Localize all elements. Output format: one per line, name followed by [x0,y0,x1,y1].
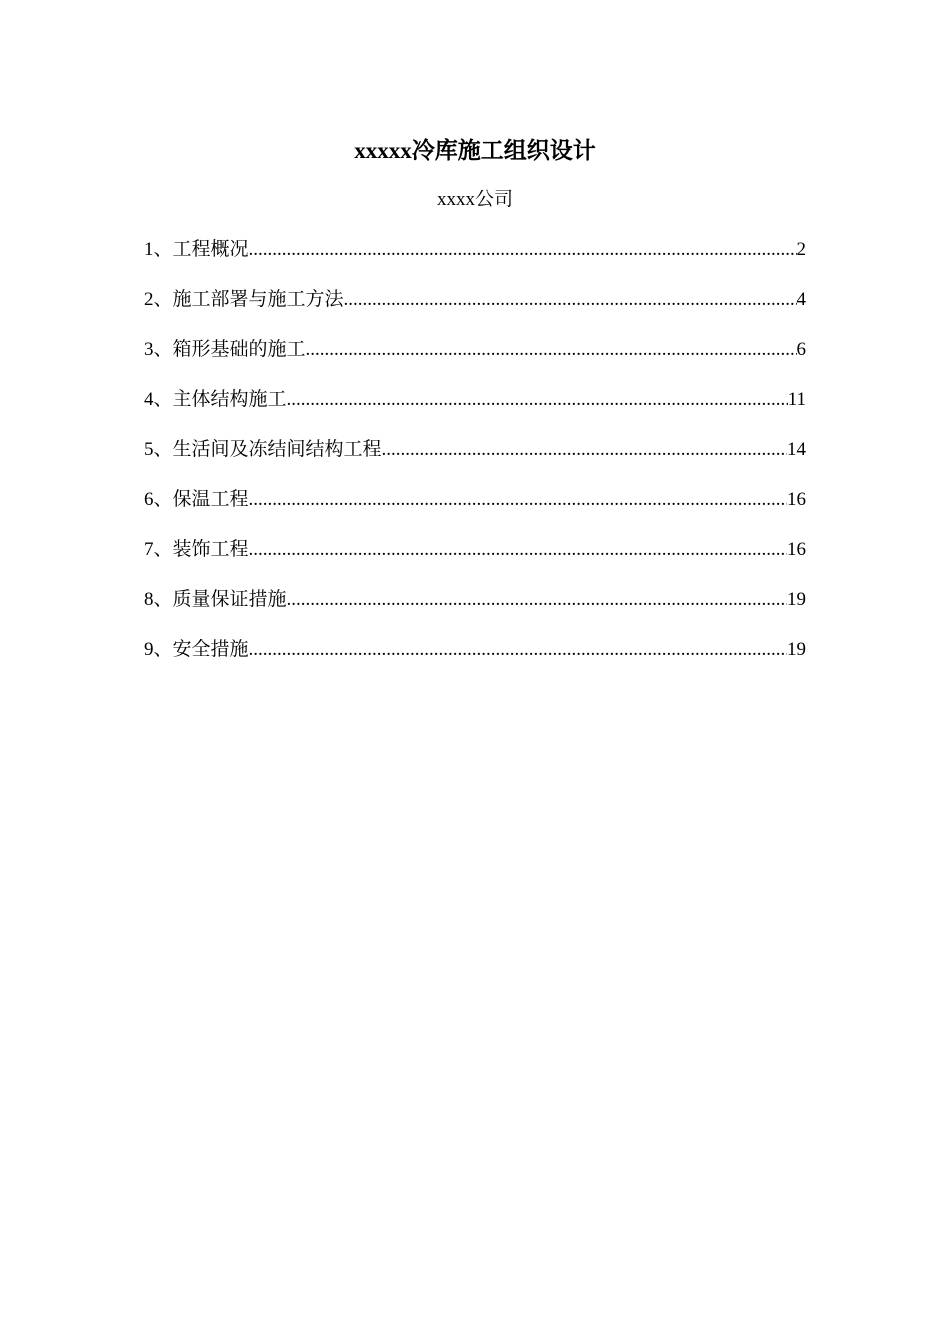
toc-entry[interactable] [144,433,806,483]
toc-entry[interactable] [144,533,806,583]
toc-dot-leader [344,283,797,317]
toc-entry[interactable] [144,283,806,333]
toc-entry[interactable] [144,483,806,533]
toc-entry-label: 2、施工部署与施工方法 [144,289,344,310]
toc-dot-leader [249,483,787,517]
toc-dot-leader [287,383,788,417]
toc-entry-label: 4、主体结构施工 [144,389,287,410]
toc-dot-leader [249,233,797,267]
toc-entry[interactable] [144,633,806,683]
toc-dot-leader [306,333,797,367]
toc-dot-leader [249,533,787,567]
toc-entry-label: 7、装饰工程 [144,539,249,560]
company-name: xxxx公司 [436,189,513,210]
toc-dot-leader [249,633,787,667]
toc-dot-leader [382,433,787,467]
toc-entry-page: 4 [796,289,806,310]
toc-entry-label: 3、箱形基础的施工 [144,339,306,360]
toc-entry-page: 14 [787,439,806,460]
toc-entry[interactable] [144,233,806,283]
toc-entry-page: 19 [787,589,806,610]
toc-entry-label: 5、生活间及冻结间结构工程 [144,439,382,460]
toc-entry-page: 16 [787,539,806,560]
document-title: xxxxx冷库施工组织设计 [354,138,596,163]
toc-dot-leader [287,583,787,617]
toc-entry-page: 19 [787,639,806,660]
toc-entry-label: 6、保温工程 [144,489,249,510]
toc-entry-label: 9、安全措施 [144,639,249,660]
table-of-contents [144,233,806,683]
toc-entry-label: 1、工程概况 [144,239,249,260]
toc-entry-page: 16 [787,489,806,510]
toc-entry-page: 2 [796,239,806,260]
toc-entry[interactable] [144,383,806,433]
toc-entry[interactable] [144,333,806,383]
toc-entry-page: 6 [796,339,806,360]
toc-entry-label: 8、质量保证措施 [144,589,287,610]
toc-entry-page: 11 [787,389,806,410]
toc-entry[interactable] [144,583,806,633]
